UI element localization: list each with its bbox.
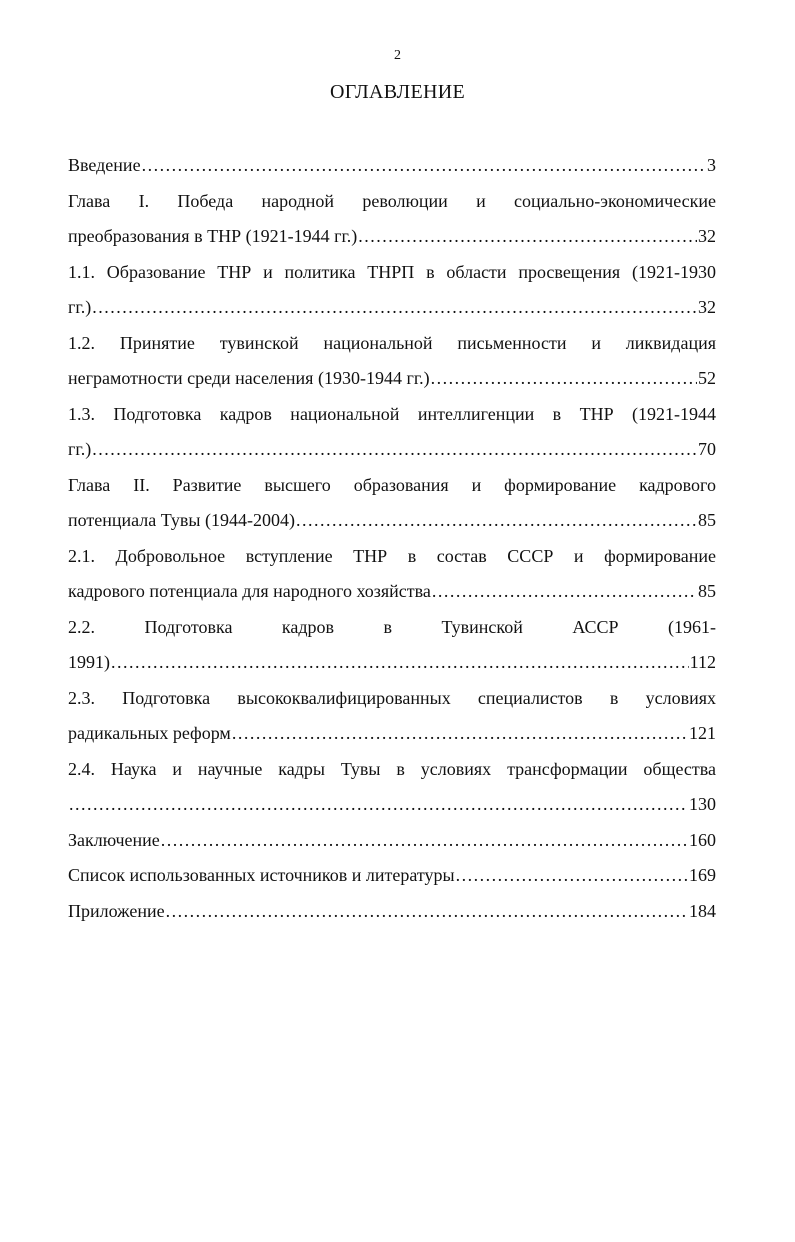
toc-entry-section-2-2[interactable] <box>68 645 716 681</box>
toc-entry-section-1-2[interactable] <box>68 361 716 397</box>
toc-page-number: 32 <box>698 226 716 246</box>
toc-page-number: 52 <box>698 368 716 388</box>
toc-entry-text: радикальных реформ <box>68 723 231 743</box>
table-of-contents <box>68 148 716 929</box>
toc-entry-section-2-4[interactable] <box>68 787 716 823</box>
toc-page-number: 184 <box>689 900 716 921</box>
toc-page-number: 130 <box>689 794 716 814</box>
dot-leader <box>92 432 697 468</box>
toc-page-number: 32 <box>698 297 716 317</box>
dot-leader <box>432 574 697 610</box>
toc-entry-text: кадрового потенциала для народного хозяйства <box>68 581 431 601</box>
toc-entry-text: потенциала Тувы (1944-2004) <box>68 510 295 530</box>
toc-entry-text: гг.) <box>68 297 92 317</box>
toc-page-number: 112 <box>689 652 716 672</box>
toc-entry-section-2-2-line-1[interactable]: 2.2. Подготовка кадров в Тувинской АССР (1961- <box>68 616 716 637</box>
toc-page-number: 85 <box>698 510 716 530</box>
toc-entry-chapter-1-line-1[interactable]: Глава I. Победа народной революции и социально-экономические <box>68 190 716 211</box>
dot-leader <box>296 503 697 539</box>
toc-entry-text: гг.) <box>68 439 92 459</box>
toc-page-number: 121 <box>689 723 716 743</box>
toc-entry-sources[interactable] <box>68 858 716 894</box>
toc-page-number: 160 <box>689 829 716 850</box>
toc-entry-text: преобразования в ТНР (1921-1944 гг.) <box>68 226 358 246</box>
toc-entry-chapter-2[interactable] <box>68 503 716 539</box>
toc-entry-section-2-1-line-1[interactable]: 2.1. Добровольное вступление ТНР в состав СССР и формирование <box>68 545 716 566</box>
toc-entry-appendix[interactable] <box>68 894 716 930</box>
page-number: 2 <box>394 48 401 63</box>
toc-entry-text: неграмотности среди населения (1930-1944 гг.) <box>68 368 430 388</box>
toc-entry-section-1-2-line-1[interactable]: 1.2. Принятие тувинской национальной письменности и ликвидация <box>68 332 716 353</box>
toc-entry-section-1-3-line-1[interactable]: 1.3. Подготовка кадров национальной интеллигенции в ТНР (1921-1944 <box>68 403 716 424</box>
dot-leader <box>161 823 688 859</box>
toc-entry-section-1-3[interactable] <box>68 432 716 468</box>
toc-page-number: 169 <box>689 865 716 885</box>
dot-leader <box>166 894 688 930</box>
dot-leader <box>92 290 697 326</box>
dot-leader <box>111 645 689 681</box>
toc-entry-text: Список использованных источников и литературы <box>68 865 455 885</box>
toc-entry-text: Приложение <box>68 900 165 921</box>
toc-entry-section-2-1[interactable] <box>68 574 716 610</box>
toc-entry-section-2-4-line-1[interactable]: 2.4. Наука и научные кадры Тувы в условиях трансформации общества <box>68 758 716 779</box>
toc-entry-section-2-3-line-1[interactable]: 2.3. Подготовка высококвалифицированных специалистов в условиях <box>68 687 716 708</box>
toc-page-number: 85 <box>698 581 716 601</box>
toc-entry-introduction[interactable] <box>68 148 716 184</box>
toc-page-number: 3 <box>707 155 716 175</box>
toc-entry-chapter-2-line-1[interactable]: Глава II. Развитие высшего образования и формирование кадрового <box>68 474 716 495</box>
toc-entry-text: 1991) <box>68 652 110 672</box>
dot-leader <box>69 787 688 823</box>
dot-leader <box>142 148 706 184</box>
dot-leader <box>456 858 688 894</box>
toc-entry-text: Введение <box>68 155 141 175</box>
page-title: ОГЛАВЛЕНИЕ <box>330 81 465 103</box>
dot-leader <box>232 716 688 752</box>
toc-page-number: 70 <box>698 439 716 459</box>
dot-leader <box>431 361 697 397</box>
toc-entry-chapter-1[interactable] <box>68 219 716 255</box>
toc-entry-conclusion[interactable] <box>68 823 716 859</box>
toc-entry-section-1-1[interactable] <box>68 290 716 326</box>
dot-leader <box>358 219 697 255</box>
toc-entry-text: Заключение <box>68 829 160 850</box>
toc-entry-section-1-1-line-1[interactable]: 1.1. Образование ТНР и политика ТНРП в области просвещения (1921-1930 <box>68 261 716 282</box>
toc-entry-section-2-3[interactable] <box>68 716 716 752</box>
